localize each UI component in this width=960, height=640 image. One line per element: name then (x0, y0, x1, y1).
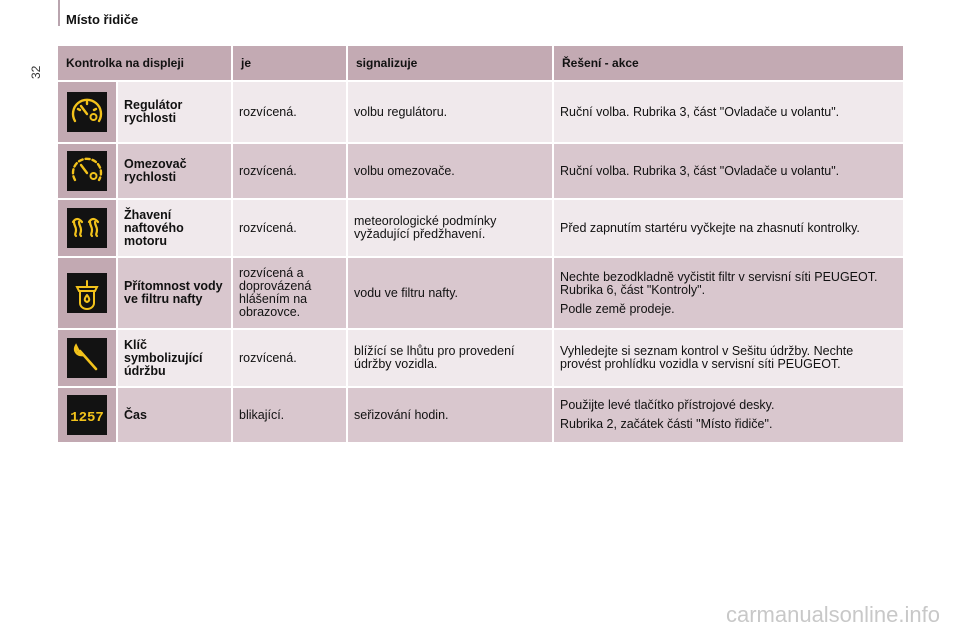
table-header-row (58, 46, 903, 80)
action-text: Vyhledejte si seznam kontrol v Sešitu údržby. Nechte provést prohlídku vozidla v servisní síti PEUGEOT. (560, 344, 854, 371)
table-row (58, 82, 903, 142)
speedometer-limiter-icon (67, 151, 107, 191)
icon-cell (58, 388, 116, 442)
table-row (58, 200, 903, 256)
light-meaning: vodu ve filtru nafty. (348, 258, 552, 328)
table-row (58, 144, 903, 198)
table-row (58, 258, 903, 328)
light-name: Klíč symbolizující údržbu (118, 330, 231, 386)
light-name: Čas (118, 388, 231, 442)
warning-lights-table (56, 44, 905, 444)
light-action (554, 144, 903, 198)
icon-cell (58, 330, 116, 386)
clock-digits: 1257 (70, 410, 104, 426)
action-text: Před zapnutím startéru vyčkejte na zhasnutí kontrolky. (560, 220, 860, 235)
action-text: Ruční volba. Rubrika 3, část "Ovladače u volantu". (560, 104, 840, 119)
light-state: rozvícená. (233, 144, 346, 198)
speedometer-regulator-icon (67, 92, 107, 132)
light-meaning: meteorologické podmínky vyžadující předžhavení. (348, 200, 552, 256)
page-number: 32 (29, 65, 43, 79)
light-state: rozvícená. (233, 200, 346, 256)
action-text: Ruční volba. Rubrika 3, část "Ovladače u volantu". (560, 163, 840, 178)
light-name: Regulátor rychlosti (118, 82, 231, 142)
light-action (554, 82, 903, 142)
section-title: Místo řidiče (66, 12, 139, 27)
digital-clock-icon (67, 395, 107, 435)
table-row (58, 330, 903, 386)
icon-cell (58, 258, 116, 328)
action-text: Nechte bezodkladně vyčistit filtr v servisní síti PEUGEOT. Rubrika 6, část "Kontroly". (560, 269, 878, 297)
icon-cell (58, 82, 116, 142)
light-name: Žhavení naftového motoru (118, 200, 231, 256)
header-display-light: Kontrolka na displeji (58, 46, 231, 80)
light-action (554, 388, 903, 442)
light-action (554, 258, 903, 328)
header-meaning: signalizuje (348, 46, 552, 80)
watermark: carmanualsonline.info (725, 602, 940, 627)
water-in-fuel-filter-icon (67, 273, 107, 313)
light-action (554, 200, 903, 256)
icon-cell (58, 144, 116, 198)
light-meaning: seřizování hodin. (348, 388, 552, 442)
light-state: blikající. (233, 388, 346, 442)
table-row (58, 388, 903, 442)
light-state: rozvícená. (233, 82, 346, 142)
icon-cell (58, 200, 116, 256)
light-name: Přítomnost vody ve filtru nafty (118, 258, 231, 328)
action-text: Použijte levé tlačítko přístrojové desky. (560, 398, 775, 412)
glow-plug-icon (67, 208, 107, 248)
light-meaning: blížící se lhůtu pro provedení údržby vozidla. (348, 330, 552, 386)
left-margin-rule (58, 0, 60, 26)
light-meaning: volbu regulátoru. (348, 82, 552, 142)
light-state: rozvícená a doprovázená hlášením na obrazovce. (233, 258, 346, 328)
light-state: rozvícená. (233, 330, 346, 386)
light-action (554, 330, 903, 386)
header-state: je (233, 46, 346, 80)
light-name: Omezovač rychlosti (118, 144, 231, 198)
wrench-icon (67, 338, 107, 378)
header-action: Řešení - akce (554, 46, 903, 80)
light-meaning: volbu omezovače. (348, 144, 552, 198)
action-text: Rubrika 2, začátek části "Místo řidiče". (560, 417, 773, 431)
action-text: Podle země prodeje. (560, 301, 675, 316)
